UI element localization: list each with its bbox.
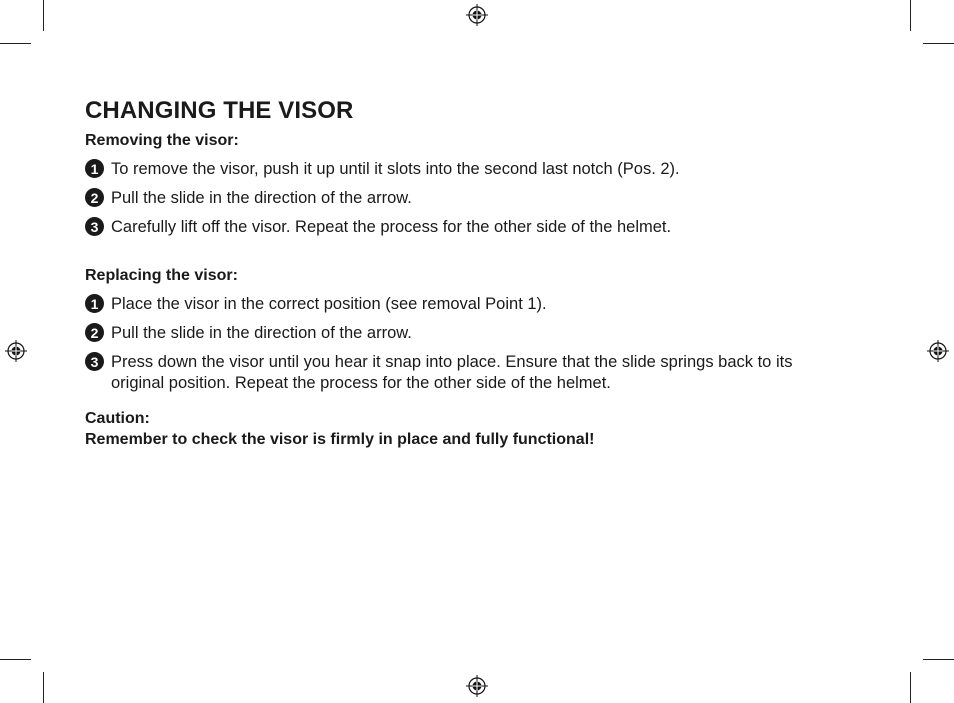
crop-mark-icon [43, 0, 44, 31]
list-item [85, 323, 825, 344]
step-number-icon: 3 [85, 352, 104, 371]
replacing-section [85, 265, 825, 394]
caution-label: Caution: [85, 410, 150, 427]
removing-heading: Removing the visor: [85, 132, 239, 149]
crop-mark-icon [923, 43, 954, 44]
removing-section [85, 130, 825, 238]
list-item [85, 352, 825, 394]
page-title: CHANGING THE VISOR [85, 97, 354, 124]
registration-mark-icon [5, 340, 27, 362]
crop-mark-icon [923, 659, 954, 660]
step-number-icon: 2 [85, 323, 104, 342]
crop-mark-icon [910, 0, 911, 31]
step-text: Press down the visor until you hear it snap into place. Ensure that the slide springs back to its original position. Repeat the process for the other side of the helmet. [111, 353, 793, 392]
registration-mark-icon [927, 340, 949, 362]
step-number-icon: 2 [85, 188, 104, 207]
step-text: Pull the slide in the direction of the arrow. [111, 324, 412, 342]
step-text: To remove the visor, push it up until it slots into the second last notch (Pos. 2). [111, 160, 680, 178]
crop-mark-icon [43, 672, 44, 703]
crop-mark-icon [910, 672, 911, 703]
registration-mark-icon [466, 4, 488, 26]
replacing-steps [85, 294, 825, 394]
registration-mark-icon [466, 675, 488, 697]
page-content [85, 96, 825, 450]
step-number-icon: 1 [85, 159, 104, 178]
replacing-heading: Replacing the visor: [85, 267, 238, 284]
removing-steps [85, 159, 825, 238]
crop-mark-icon [0, 43, 31, 44]
caution-text: Remember to check the visor is firmly in place and fully functional! [85, 431, 595, 448]
caution-note [85, 408, 825, 450]
list-item [85, 188, 825, 209]
list-item [85, 217, 825, 238]
step-number-icon: 3 [85, 217, 104, 236]
list-item [85, 159, 825, 180]
step-text: Pull the slide in the direction of the arrow. [111, 189, 412, 207]
crop-mark-icon [0, 659, 31, 660]
step-number-icon: 1 [85, 294, 104, 313]
step-text: Place the visor in the correct position (see removal Point 1). [111, 295, 547, 313]
list-item [85, 294, 825, 315]
step-text: Carefully lift off the visor. Repeat the process for the other side of the helmet. [111, 218, 672, 236]
